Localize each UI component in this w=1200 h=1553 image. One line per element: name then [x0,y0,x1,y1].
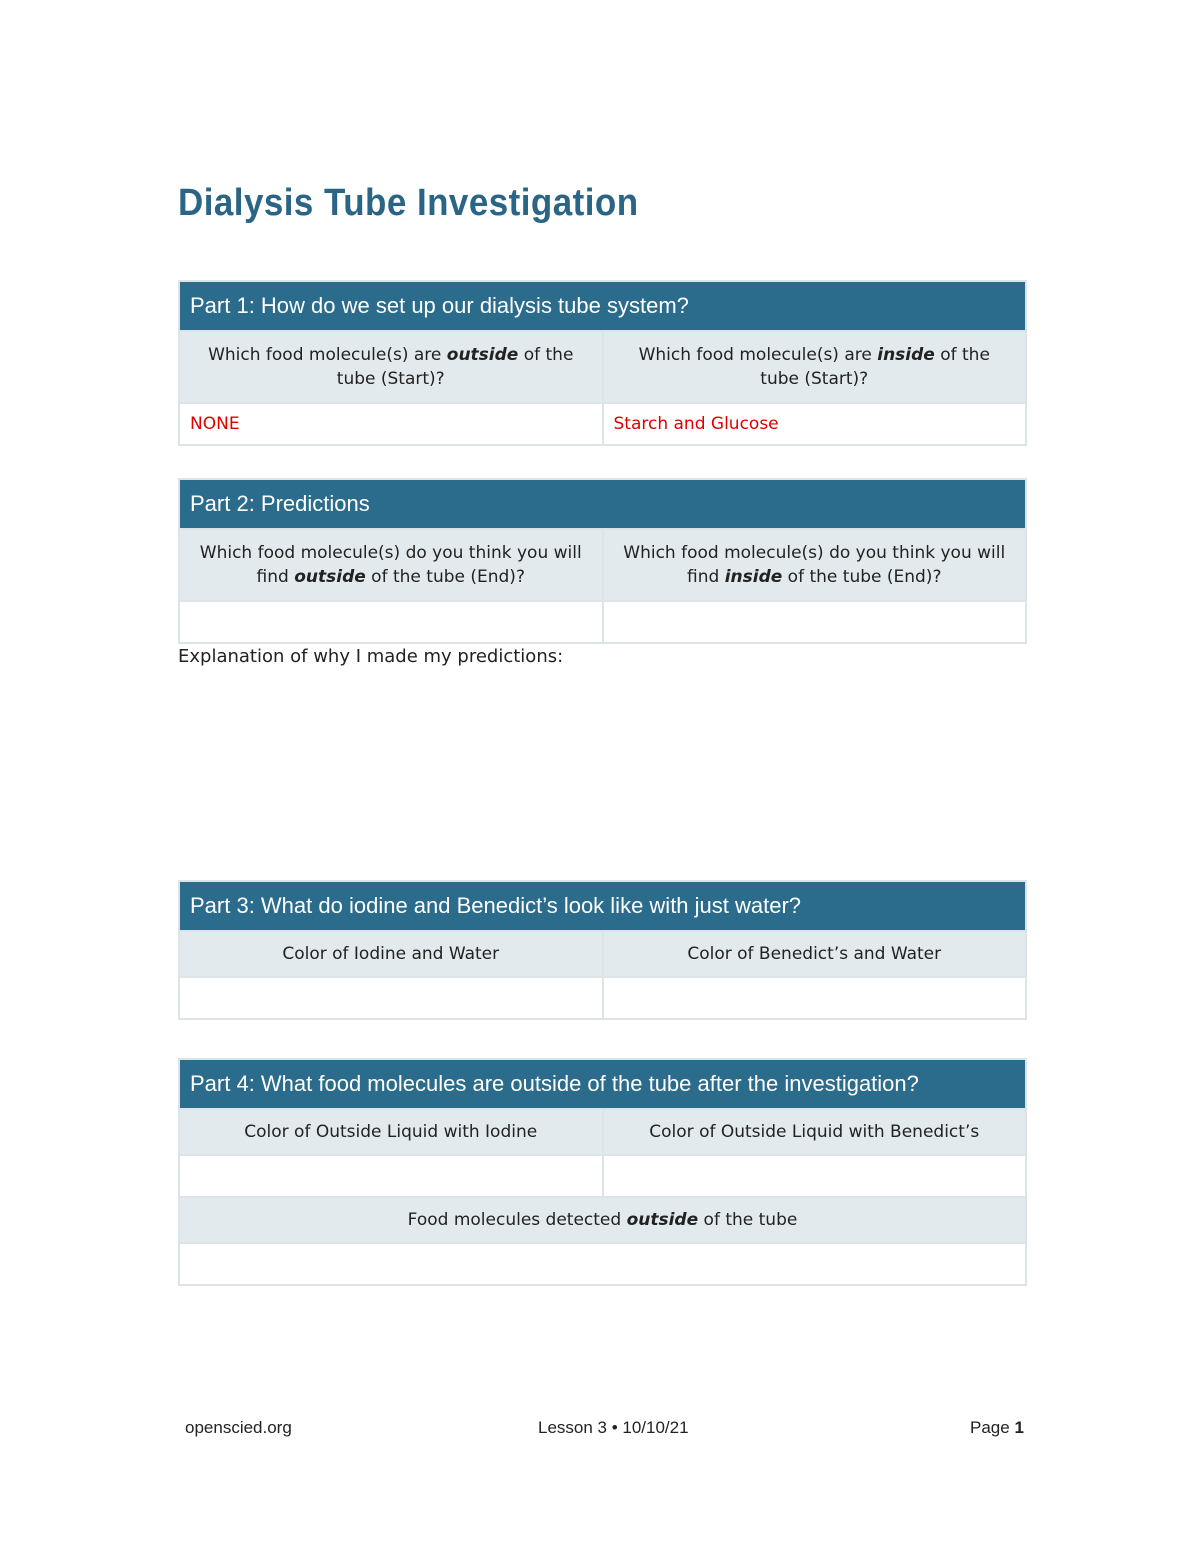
part2-table [178,478,1027,644]
part3-question-iodine: Color of Iodine and Water [179,931,603,977]
part4-answer-detected[interactable] [179,1243,1026,1285]
part2-answer-outside[interactable] [179,601,603,643]
part3-table [178,880,1027,1020]
part3-answer-benedicts[interactable] [603,977,1027,1019]
part4-question-iodine: Color of Outside Liquid with Iodine [179,1109,603,1155]
part1-header: Part 1: How do we set up our dialysis tube system? [179,281,1026,331]
part2-answer-inside[interactable] [603,601,1027,643]
part3-answer-iodine[interactable] [179,977,603,1019]
part2-header: Part 2: Predictions [179,479,1026,529]
part4-answer-iodine[interactable] [179,1155,603,1197]
part1-answer-outside[interactable]: NONE [179,403,603,445]
part1-table [178,280,1027,446]
part2-question-outside: Which food molecule(s) do you think you will find outside of the tube (End)? [179,529,603,601]
part3-header: Part 3: What do iodine and Benedict’s look like with just water? [179,881,1026,931]
part4-answer-benedicts[interactable] [603,1155,1027,1197]
part4-header: Part 4: What food molecules are outside of the tube after the investigation? [179,1059,1026,1109]
part1-question-outside: Which food molecule(s) are outside of the tube (Start)? [179,331,603,403]
footer-lesson: Lesson 3 • 10/10/21 [538,1418,689,1437]
part2-question-inside: Which food molecule(s) do you think you will find inside of the tube (End)? [603,529,1027,601]
part1-question-inside: Which food molecule(s) are inside of the tube (Start)? [603,331,1027,403]
footer-page [970,1418,1024,1438]
footer-site: openscied.org [185,1418,292,1437]
part4-question-detected: Food molecules detected outside of the tube [179,1197,1026,1243]
part1-answer-inside[interactable]: Starch and Glucose [603,403,1027,445]
part4-question-benedicts: Color of Outside Liquid with Benedict’s [603,1109,1027,1155]
part4-table [178,1058,1027,1286]
footer-page-number: 1 [1014,1418,1024,1437]
explanation-label: Explanation of why I made my predictions: [178,646,564,667]
part3-question-benedicts: Color of Benedict’s and Water [603,931,1027,977]
page-title: Dialysis Tube Investigation [178,182,639,224]
footer-page-label: Page [970,1418,1010,1437]
